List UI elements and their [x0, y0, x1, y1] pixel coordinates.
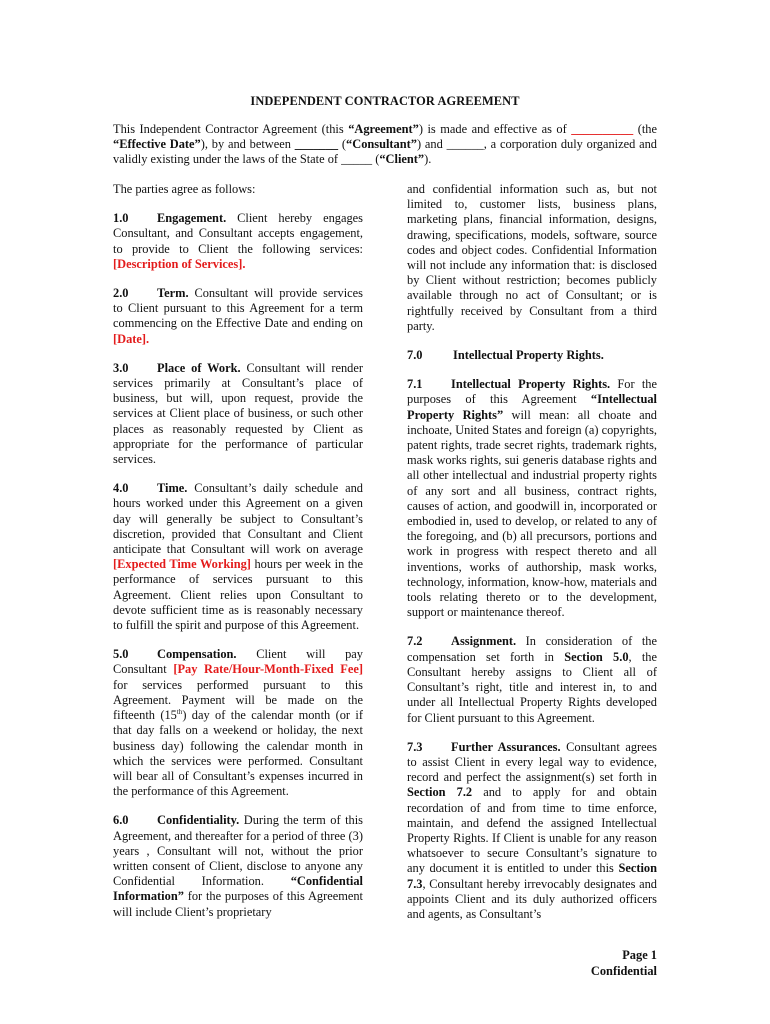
section-1-engagement	[113, 211, 363, 272]
section-text: For the purposes of this Agreement	[407, 377, 657, 407]
section-reference: Section 7.2	[407, 785, 473, 800]
section-text: hours per week in the performance of services pursuant to this Agreement. Client relies upon Consultant to devote sufficient time as is reasonably necessary to fulfill the spirit and purpose of this Agreement.	[113, 557, 363, 633]
section-number: 6.0	[113, 813, 129, 828]
section-text: , Consultant hereby irrevocably designates and appoints Client and its duly authorized officers and agents, as Consultant’s	[407, 876, 657, 921]
section-number: 5.0	[113, 647, 129, 662]
section-text: for services performed pursuant to this Agreement. Payment will be made on the fifteenth (15	[113, 677, 363, 723]
section-text: ) day of the calendar month (or if that day falls on a weekend or holiday, the next business day) following the calendar month in which the services were performed. Consultant will bear all of Consultant’s expenses incurred in the performance of this Agreement.	[113, 708, 363, 799]
section-heading: Intellectual Property Rights.	[453, 348, 604, 363]
section-3-place-of-work	[113, 361, 363, 467]
section-number: 2.0	[113, 286, 129, 301]
section-6-continuation: and confidential information such as, but not limited to, customer lists, business plans, marketing plans, financial information, designs, drawing, specifications, models, software, source codes and object codes. Confidential Information will not include any information that: is disclosed by Client without restriction; becomes publicly available through no act of Consultant; or is rightfully received by Consultant from a third party.	[407, 182, 657, 333]
section-7-2-assignment	[407, 634, 657, 725]
ordinal-superscript: th	[176, 707, 183, 716]
section-number: 4.0	[113, 481, 129, 496]
section-heading: Further Assurances.	[451, 739, 561, 754]
page-number: Page 1	[622, 948, 657, 962]
section-text: for the purposes of this Agreement will include Client’s proprietary	[113, 889, 363, 919]
section-heading: Place of Work.	[157, 360, 241, 375]
section-number: 7.0	[407, 348, 423, 363]
section-5-compensation	[113, 647, 363, 799]
services-placeholder: [Description of Services].	[113, 256, 246, 271]
section-2-term	[113, 286, 363, 347]
section-number: 3.0	[113, 360, 129, 375]
pay-rate-placeholder: [Pay Rate/Hour-Month-Fixed Fee]	[173, 662, 363, 677]
section-text: Client will pay Consultant	[113, 647, 363, 677]
section-reference: Section 7.3	[407, 861, 657, 891]
page-footer	[591, 947, 657, 979]
section-text: , the Consultant hereby assigns to Client all of Consultant’s right, title and interest in, to and under all Intellectual Property Rights developed for Client pursuant to this Agreement.	[407, 649, 657, 725]
section-heading: Assignment.	[451, 634, 517, 649]
client-term: “Client”	[379, 152, 425, 167]
section-heading: Intellectual Property Rights.	[451, 377, 611, 392]
section-number: 1.0	[113, 211, 129, 226]
time-working-placeholder: [Expected Time Working]	[113, 557, 251, 572]
section-number: 7.2	[407, 634, 423, 649]
section-text: Consultant agrees to assist Client in every legal way to evidence, record and perfect the assignment(s) set forth in	[407, 739, 657, 785]
section-7-3-further-assurances	[407, 740, 657, 922]
intro-text: ) and ______, a corporation duly organized and validly existing under the laws of the State of _____ (	[113, 137, 657, 167]
date-placeholder: [Date].	[113, 331, 150, 346]
intro-text: This Independent Contractor Agreement (this	[113, 122, 349, 136]
section-text: will mean: all choate and inchoate, United States and foreign (a) copyrights, patent rights, trade secret rights, trademark rights, mask works rights, sui generis database rights and all other intellectual and industrial property rights of any sort and all business, contract rights, causes of action, and goodwill in, incorporated or embodied in, used to develop, or related to any of the foregoing, and (b) all precursors, portions and work in progress with respect thereto and all inventions, works of authorship, mask works, technology, information, know-how, materials and tools relating thereto or to the development, support or maintenance thereof.	[407, 407, 657, 620]
section-7-heading	[407, 348, 657, 363]
parties-line: The parties agree as follows:	[113, 182, 256, 196]
section-reference: Section 5.0	[564, 649, 629, 664]
section-text: In consideration of the compensation set forth in	[407, 634, 657, 664]
section-text: Consultant will render services primarily at Consultant’s place of business, but will, upon request, provide the services at Client place of business, or such other places as reasonably requested by Client as appropriate for the performance of particular services.	[113, 360, 364, 467]
section-heading: Compensation.	[157, 647, 237, 662]
confidential-information-term: “Confidential Information”	[113, 874, 363, 904]
intro-text: (	[338, 137, 347, 152]
section-heading: Time.	[157, 481, 188, 496]
section-4-time	[113, 481, 363, 633]
right-column	[407, 182, 657, 936]
intro-paragraph	[113, 122, 657, 168]
section-text: and to apply for and obtain recordation of and from time to time enforce, maintain, and defend the assigned Intellectual Property Rights. If Client is unable for any reason whatsoever to secure Consultant’s signature to any document it is entitled to under this	[407, 785, 657, 876]
section-heading: Term.	[157, 286, 189, 301]
consultant-blank: _______	[294, 137, 339, 152]
section-7-1-ip-rights	[407, 377, 657, 620]
effective-date-blank: __________	[571, 122, 634, 136]
section-text: Consultant will provide services to Client pursuant to this Agreement for a term commencing on the Effective Date and ending on	[113, 286, 363, 331]
intro-text: ) is made and effective as of	[418, 122, 572, 136]
document-title: INDEPENDENT CONTRACTOR AGREEMENT	[250, 94, 520, 108]
section-number: 7.3	[407, 739, 423, 754]
intro-text: ).	[424, 152, 432, 167]
intro-text: (the	[633, 122, 657, 136]
section-text: During the term of this Agreement, and thereafter for a period of three (3) years , Consultant will not, without the prior written consent of Client, disclose to anyone any Confidential Information.	[113, 813, 363, 889]
intro-text: ), by and between	[200, 137, 295, 152]
section-text: Client hereby engages Consultant, and Consultant accepts engagement, to provide to Client the following services:	[113, 211, 363, 256]
section-text: Consultant’s daily schedule and hours worked under this Agreement on a given day will generally be subject to Consultant’s discretion, provided that Consultant and Client anticipate that Consultant will work on average	[113, 481, 363, 557]
consultant-term: “Consultant”	[346, 137, 417, 152]
section-6-confidentiality	[113, 813, 363, 919]
agreement-term: “Agreement”	[348, 122, 419, 136]
effective-date-term: “Effective Date”	[113, 137, 201, 152]
confidential-label: Confidential	[590, 964, 657, 978]
section-heading: Confidentiality.	[157, 813, 240, 828]
section-number: 7.1	[407, 377, 423, 392]
section-heading: Engagement.	[157, 211, 227, 226]
ip-rights-term: “Intellectual Property Rights”	[407, 392, 657, 422]
left-column	[113, 182, 363, 934]
